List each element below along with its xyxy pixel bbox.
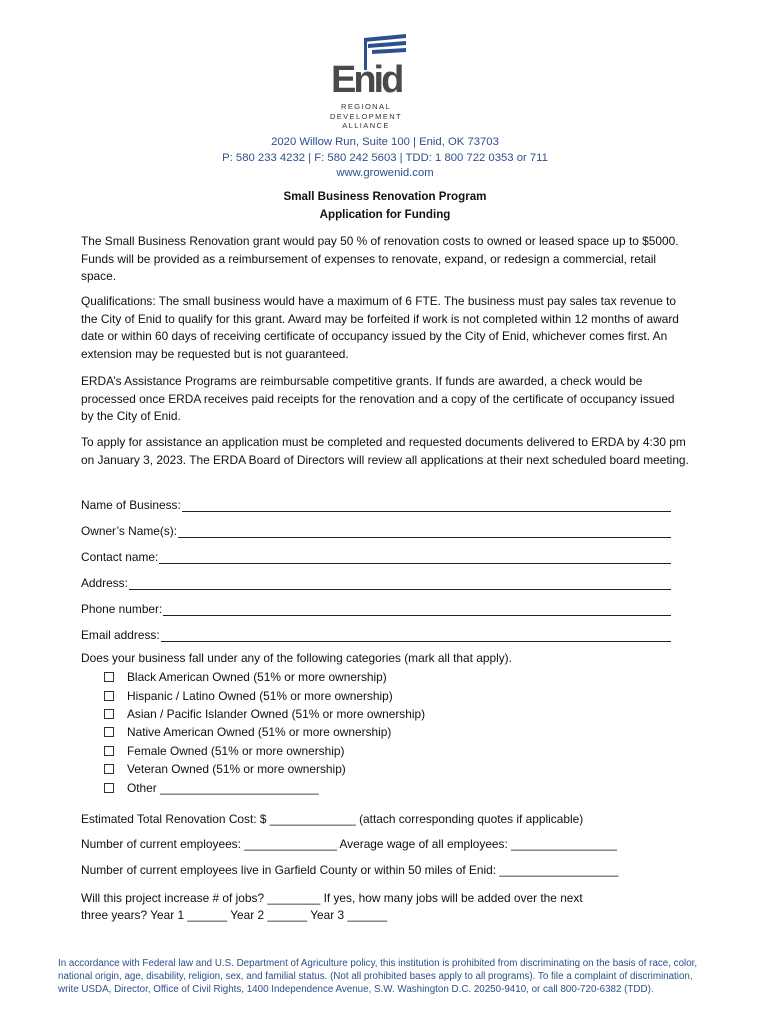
category-option[interactable]: Veteran Owned (51% or more ownership)	[104, 760, 425, 778]
business-name-field[interactable]: Name of Business:	[81, 494, 671, 512]
category-option[interactable]: Other ________________________	[104, 778, 425, 796]
jobs-question-line2[interactable]: three years? Year 1 ______ Year 2 ______ Year 3 ______	[81, 908, 388, 922]
category-option[interactable]: Female Owned (51% or more ownership)	[104, 742, 425, 760]
category-option[interactable]: Native American Owned (51% or more ownership)	[104, 723, 425, 741]
paragraph-intro: The Small Business Renovation grant would pay 50 % of renovation costs to owned or leased space up to $5000. Funds will be provided as a reimbursement of expenses to renovate, expand, or redesign a commercial, retail space.	[81, 234, 679, 284]
checkbox[interactable]	[104, 672, 114, 682]
checkbox[interactable]	[104, 783, 114, 793]
address-field[interactable]: Address:	[81, 572, 671, 590]
erda-logo	[326, 32, 446, 134]
category-option[interactable]: Asian / Pacific Islander Owned (51% or more ownership)	[104, 705, 425, 723]
contact-name-field[interactable]: Contact name:	[81, 546, 671, 564]
categories-question: Does your business fall under any of the following categories (mark all that apply).	[81, 651, 512, 665]
contact-phones: P: 580 233 4232 | F: 580 242 5603 | TDD: 1 800 722 0353 or 711	[222, 151, 548, 164]
category-option[interactable]: Hispanic / Latino Owned (51% or more ownership)	[104, 686, 425, 704]
phone-field[interactable]: Phone number:	[81, 598, 671, 616]
contact-block	[0, 135, 770, 182]
checkbox[interactable]	[104, 746, 114, 756]
jobs-question-line1[interactable]: Will this project increase # of jobs? ________ If yes, how many jobs will be added over the next	[81, 891, 583, 905]
paragraph-qualifications: Qualifications: The small business would have a maximum of 6 FTE. The business must pay sales tax revenue to the City of Enid to qualify for this grant. Award may be forfeited if work is not completed within 12 months of award date or within 60 days of receiving certificate of occupancy issued by the City of Enid, whichever comes first. An extension may be requested but is not guaranteed.	[81, 294, 679, 361]
contact-address: 2020 Willow Run, Suite 100 | Enid, OK 73703	[271, 136, 499, 148]
garfield-employees-question[interactable]: Number of current employees live in Garfield County or within 50 miles of Enid: __________________	[81, 863, 619, 877]
paragraph-how-to-apply: To apply for assistance an application must be completed and requested documents delivered to ERDA by 4:30 pm on January 3, 2023. The ERDA Board of Directors will review all applications at their next scheduled board meeting.	[81, 435, 689, 467]
category-checklist	[104, 668, 425, 797]
employees-question[interactable]: Number of current employees: ______________ Average wage of all employees: ________________	[81, 837, 617, 851]
page-title: Small Business Renovation Program Application for Funding	[283, 190, 487, 221]
logo-subtitle: REGIONAL DEVELOPMENT ALLIANCE	[329, 102, 403, 130]
email-field[interactable]: Email address:	[81, 624, 671, 642]
logo-wordmark: Enid	[331, 59, 402, 101]
renovation-cost-question[interactable]: Estimated Total Renovation Cost: $ _____________ (attach corresponding quotes if applicable)	[81, 812, 584, 826]
checkbox[interactable]	[104, 709, 114, 719]
category-option[interactable]: Black American Owned (51% or more ownership)	[104, 668, 425, 686]
owners-field[interactable]: Owner’s Name(s):	[81, 520, 671, 538]
checkbox[interactable]	[104, 727, 114, 737]
contact-website[interactable]: www.growenid.com	[336, 167, 434, 179]
nondiscrimination-footer: In accordance with Federal law and U.S. Department of Agriculture policy, this institution is prohibited from discriminating on the basis of race, color, national origin, age, disability, religion, sex, and familial status. (Not all prohibited bases apply to all programs). To file a complaint of discrimination, write USDA, Director, Office of Civil Rights, 1400 Independence Avenue, S.W. Washington D.C. 20250-9410, or call 800-720-6382 (TDD).	[58, 958, 698, 995]
paragraph-assistance: ERDA’s Assistance Programs are reimbursable competitive grants. If funds are awarded, a check would be processed once ERDA receives paid receipts for the renovation and a copy of the certificate of occupancy issued by the City of Enid.	[81, 374, 675, 424]
checkbox[interactable]	[104, 691, 114, 701]
checkbox[interactable]	[104, 764, 114, 774]
